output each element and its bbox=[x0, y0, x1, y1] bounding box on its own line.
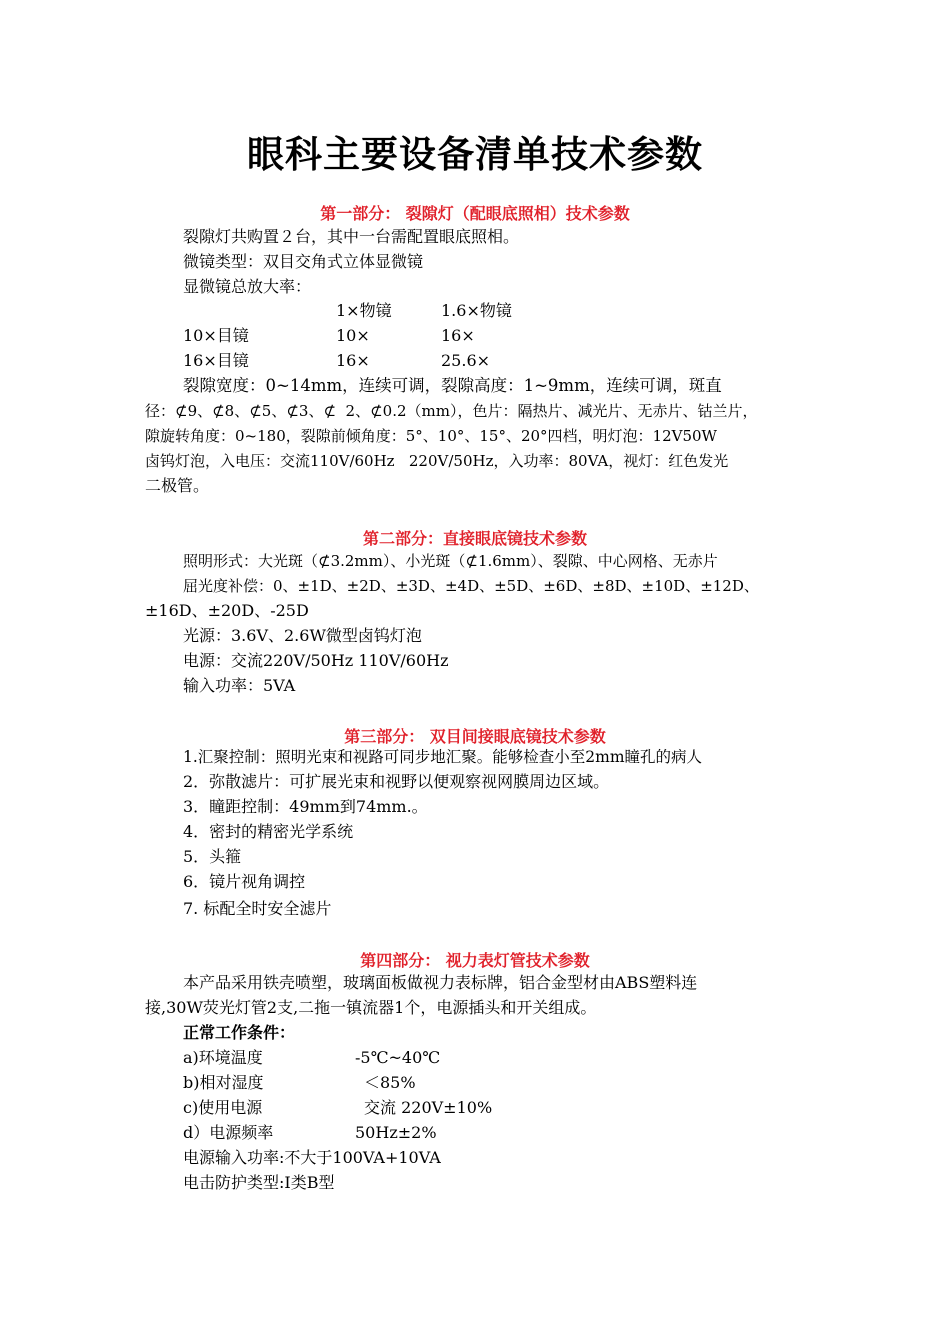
document-title: 眼科主要设备清单技术参数 bbox=[247, 133, 703, 176]
part4-heading: 第四部分： 视力表灯管技术参数 bbox=[360, 951, 590, 970]
part2-line: 输入功率：5VA bbox=[183, 676, 296, 695]
part1-spec-line: 裂隙宽度：0~14mm，连续可调，裂隙高度：1~9mm，连续可调，斑直 bbox=[183, 376, 722, 395]
part3-item: 7. 标配全时安全滤片 bbox=[183, 899, 332, 918]
table-cell: 16× bbox=[441, 326, 475, 345]
condition-value: ＜85% bbox=[364, 1073, 416, 1092]
part1-intro: 裂隙灯共购置２台，其中一台需配置眼底照相。 bbox=[183, 227, 520, 246]
table-header: 1×物镜 bbox=[336, 301, 392, 320]
part2-line: 照明形式：大光斑（⊄3.2mm）、小光斑（⊄1.6mm）、裂隙、中心网格、无赤片 bbox=[183, 552, 718, 570]
condition-value: 50Hz±2% bbox=[355, 1123, 437, 1142]
power-input: 电源输入功率:不大于100VA+10VA bbox=[183, 1148, 441, 1167]
condition-label: b)相对湿度 bbox=[183, 1073, 264, 1092]
table-cell: 16× bbox=[336, 351, 370, 370]
part1-spec-line: 径：⊄9、⊄8、⊄5、⊄3、⊄ 2、⊄0.2（mm），色片：隔热片、减光片、无赤片、钴兰片， bbox=[145, 402, 758, 420]
part3-item: 6．镜片视角调控 bbox=[183, 872, 306, 891]
part3-item: 2．弥散滤片：可扩展光束和视野以便观察视网膜周边区域。 bbox=[183, 772, 610, 791]
table-header: 1.6×物镜 bbox=[441, 301, 512, 320]
shock-protection-type: 电击防护类型:I类B型 bbox=[183, 1173, 335, 1192]
condition-label: d）电源频率 bbox=[183, 1123, 274, 1142]
conditions-heading: 正常工作条件： bbox=[183, 1023, 296, 1042]
part1-microscope-type: 微镜类型：双目交角式立体显微镜 bbox=[183, 252, 424, 271]
condition-label: c)使用电源 bbox=[183, 1098, 263, 1117]
condition-label: a)环境温度 bbox=[183, 1048, 263, 1067]
part1-spec-line: 卤钨灯泡，入电压：交流110V/60Hz 220V/50Hz，入功率：80VA，视灯：红色发光 bbox=[145, 452, 729, 470]
part3-item: 5．头箍 bbox=[183, 847, 242, 866]
part1-magnification-label: 显微镜总放大率： bbox=[183, 277, 312, 296]
part1-heading: 第一部分： 裂隙灯（配眼底照相）技术参数 bbox=[320, 204, 630, 223]
part1-spec-line: 二极管。 bbox=[145, 476, 210, 495]
part3-heading: 第三部分： 双目间接眼底镜技术参数 bbox=[344, 727, 606, 746]
part1-spec-line: 隙旋转角度：0~180，裂隙前倾角度：5°、10°、15°、20°四档，明灯泡：12V50W bbox=[145, 427, 717, 445]
part3-item: 3．瞳距控制：49mm到74mm.。 bbox=[183, 797, 428, 816]
part2-heading: 第二部分：直接眼底镜技术参数 bbox=[362, 529, 587, 548]
part3-item: 4．密封的精密光学系统 bbox=[183, 822, 354, 841]
part4-desc-line: 接,30W荧光灯管2支,二拖一镇流器1个，电源插头和开关组成。 bbox=[145, 998, 597, 1017]
condition-value: -5℃~40℃ bbox=[355, 1048, 441, 1067]
table-cell: 16×目镜 bbox=[183, 351, 249, 370]
part3-item: 1.汇聚控制：照明光束和视路可同步地汇聚。能够检查小至2mm瞳孔的病人 bbox=[183, 748, 703, 766]
part4-desc-line: 本产品采用铁壳喷塑，玻璃面板做视力表标牌，铝合金型材由ABS塑料连 bbox=[183, 973, 698, 992]
table-cell: 10×目镜 bbox=[183, 326, 249, 345]
part2-line: 屈光度补偿：0、±1D、±2D、±3D、±4D、±5D、±6D、±8D、±10D、±12D、 bbox=[183, 577, 759, 595]
part2-line: ±16D、±20D、-25D bbox=[145, 601, 309, 620]
table-cell: 10× bbox=[336, 326, 370, 345]
table-cell: 25.6× bbox=[441, 351, 491, 370]
part2-line: 光源：3.6V、2.6W微型卤钨灯泡 bbox=[183, 626, 422, 645]
condition-value: 交流 220V±10% bbox=[364, 1098, 493, 1117]
part2-line: 电源：交流220V/50Hz 110V/60Hz bbox=[183, 651, 449, 670]
